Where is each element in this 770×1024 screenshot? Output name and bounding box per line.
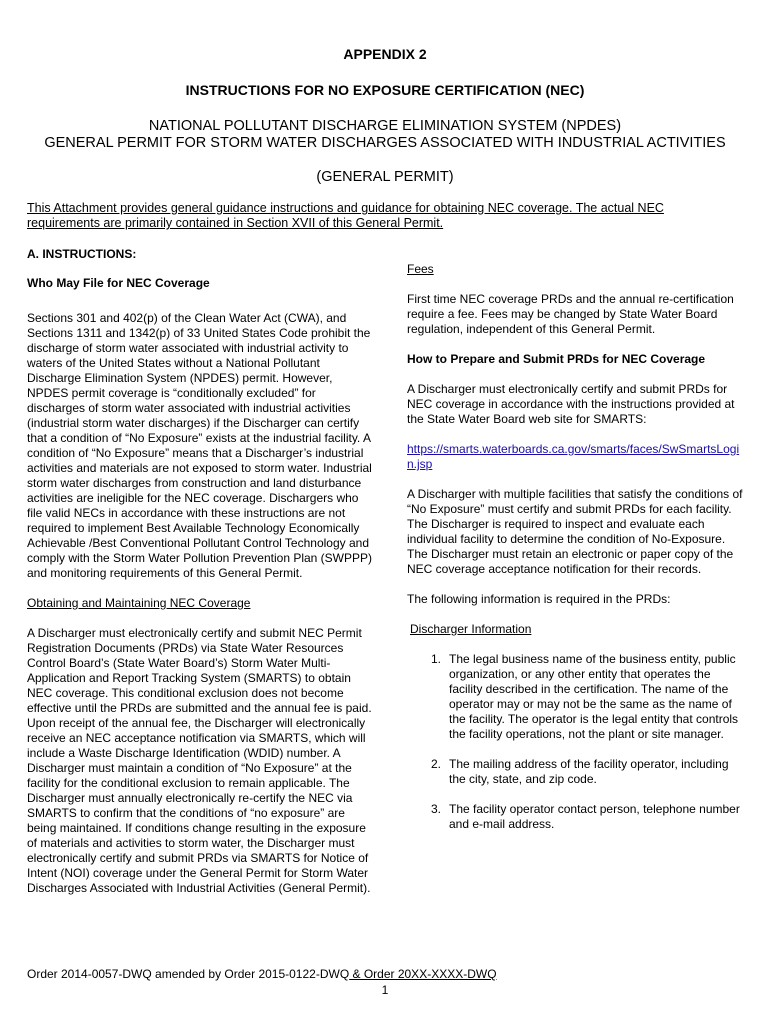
list-item-number: 2. (430, 757, 441, 771)
intro-paragraph: This Attachment provides general guidance instructions and guidance for obtaining NEC coverage. The actual NEC requirements are primarily contained in Section XVII of this General Permit. (27, 201, 664, 230)
right-column (407, 262, 747, 847)
subtitle-line-3: (GENERAL PERMIT) (316, 169, 454, 185)
footer-order-text: Order 2014-0057-DWQ amended by Order 2015-0122-DWQ (27, 967, 350, 981)
list-item-text: The facility operator contact person, telephone number and e-mail address. (449, 802, 740, 831)
how-to-heading: How to Prepare and Submit PRDs for NEC Coverage (407, 352, 706, 366)
list-item (407, 652, 747, 742)
list-item-number: 3. (430, 802, 441, 816)
appendix-heading: APPENDIX 2 (343, 46, 427, 62)
discharger-info-heading: Discharger Information (410, 622, 532, 636)
subtitle-line-2: GENERAL PERMIT FOR STORM WATER DISCHARGES ASSOCIATED WITH INDUSTRIAL ACTIVITIES (44, 135, 726, 151)
footer-amendment-text: & Order 20XX-XXXX-DWQ (349, 967, 497, 981)
left-column (27, 276, 377, 896)
following-info-text: The following information is required in the PRDs: (407, 592, 671, 606)
list-item-text: The mailing address of the facility operator, including the city, state, and zip code. (449, 757, 729, 786)
multiple-facilities-body: A Discharger with multiple facilities that satisfy the conditions of “No Exposure” must certify and submit PRDs for each facility. The Discharger is required to inspect and evaluate each individual facility to determine the condition of No-Exposure. The Discharger must retain an electronic or paper copy of the NEC coverage acceptance notification for their records. (407, 487, 743, 576)
list-item (407, 802, 747, 832)
list-item-number: 1. (430, 652, 441, 666)
obtaining-heading: Obtaining and Maintaining NEC Coverage (27, 596, 251, 610)
fees-body: First time NEC coverage PRDs and the annual re-certification require a fee. Fees may be changed by State Water Board regulation, independent of this General Permit. (407, 292, 734, 336)
list-item-text: The legal business name of the business entity, public organization, or any other entity that operates the facility described in the certification. The name of the operator may or may not be the same as the name of the facility. The operator is the legal entity that controls the facility operations, not the plant or site manager. (449, 652, 739, 741)
who-may-file-heading: Who May File for NEC Coverage (27, 276, 210, 290)
subtitle-line-1: NATIONAL POLLUTANT DISCHARGE ELIMINATION SYSTEM (NPDES) (148, 118, 622, 134)
section-a-heading: A. INSTRUCTIONS: (27, 247, 137, 261)
how-to-body: A Discharger must electronically certify and submit PRDs for NEC coverage in accordance with the instructions provided at the State Water Board web site for SMARTS: (407, 382, 735, 426)
who-may-file-body: Sections 301 and 402(p) of the Clean Water Act (CWA), and Sections 1311 and 1342(p) of 33 United States Code prohibit the discharge of storm water associated with industrial activity to waters of the United States without a National Pollutant Discharge Elimination System (NPDES) permit. However, NPDES permit coverage is “conditionally excluded” for discharges of storm water associated with industrial activities (industrial storm water discharges) if the Discharger can certify that a condition of “No Exposure” exists at the industrial facility. A condition of “No Exposure” means that a Discharger’s industrial activities and materials are not exposed to storm water. Industrial storm water discharges from construction and land disturbance activities are ineligible for the NEC coverage. Dischargers who file valid NECs in accordance with these instructions are not required to implement Best Available Technology Economically Achievable /Best Conventional Pollutant Control Technology and comply with the Storm Water Pollution Prevention Plan (SWPPP) and monitoring requirements of this General Permit. (27, 311, 373, 580)
fees-heading: Fees (407, 262, 434, 276)
list-item (407, 757, 747, 787)
document-title: INSTRUCTIONS FOR NO EXPOSURE CERTIFICATION (NEC) (185, 82, 585, 98)
obtaining-body: A Discharger must electronically certify and submit NEC Permit Registration Documents (PRDs) via State Water Resources Control Board’s (State Water Board’s) Storm Water Multi-Application and Report Tracking System (SMARTS) to obtain NEC coverage. This conditional exclusion does not become effective until the PRDs are submitted and the annual fee is paid. Upon receipt of the annual fee, the Discharger will electronically receive an NEC acceptance notification via SMARTS, which will include a Waste Discharge Identification (WDID) number. A Discharger must maintain a condition of “No Exposure” at the facility for the conditional exclusion to remain applicable. The Discharger must annually electronically re-certify the NEC via SMARTS to confirm that the conditions of “no exposure” are being maintained. If conditions change resulting in the exposure of materials and activities to storm water, the Discharger must electronically certify and submit PRDs via SMARTS for Notice of Intent (NOI) coverage under the General Permit for Storm Water Discharges Associated with Industrial Activities (General Permit). (27, 626, 372, 895)
smarts-login-link[interactable]: https://smarts.waterboards.ca.gov/smarts/faces/SwSmartsLogin.jsp (407, 442, 740, 471)
footer-order (27, 967, 497, 981)
page-number: 1 (381, 983, 389, 997)
discharger-info-list (407, 652, 747, 832)
